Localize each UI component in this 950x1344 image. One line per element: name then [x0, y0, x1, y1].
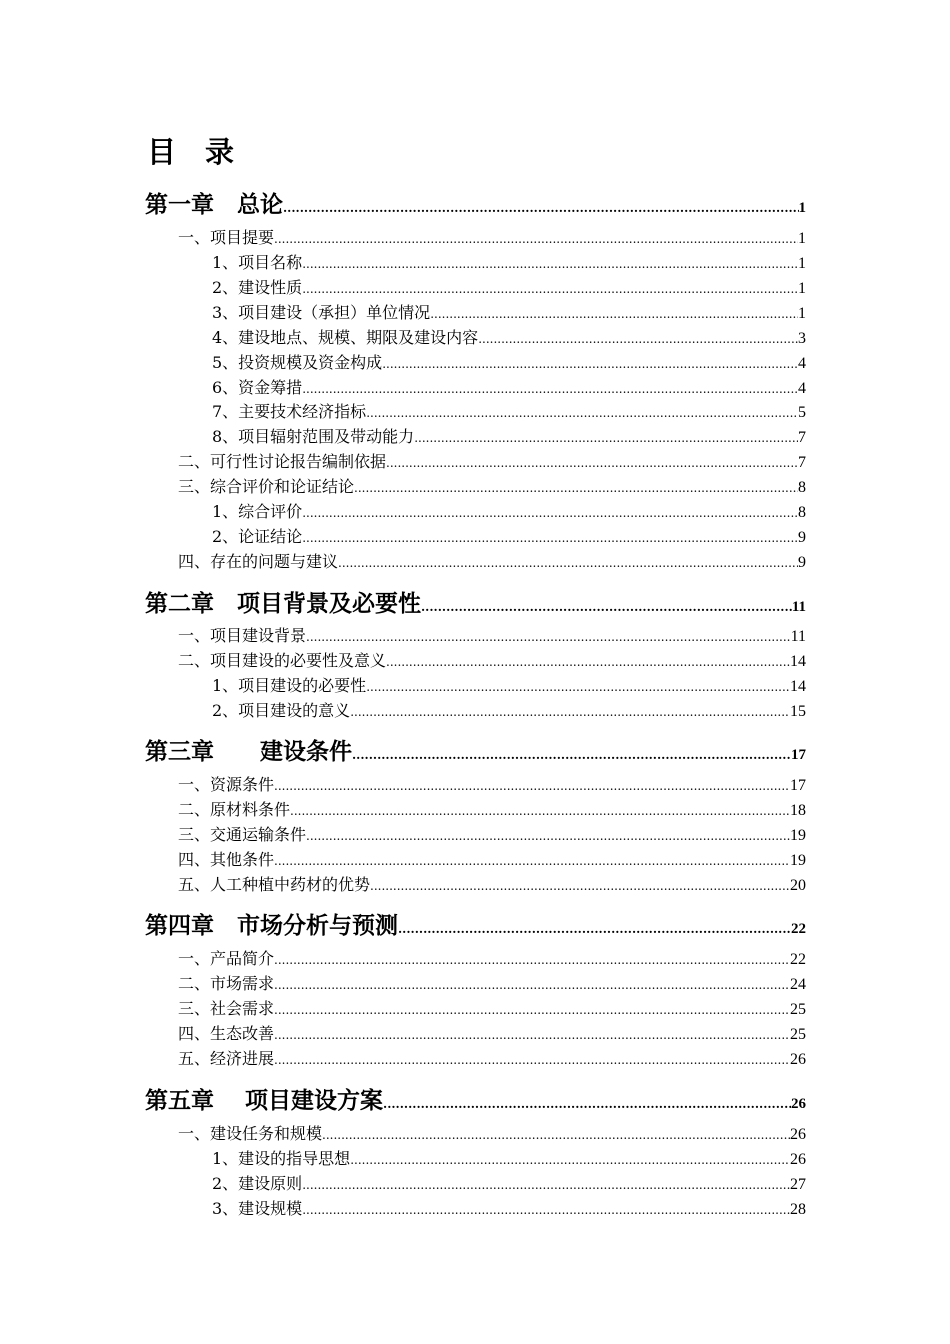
dot-leader	[283, 201, 799, 215]
entry-label: 三、交通运输条件	[178, 825, 307, 844]
dot-leader	[274, 779, 790, 793]
entry-label: 二、原材料条件	[178, 800, 291, 819]
entry-page-number: 18	[790, 802, 806, 819]
toc-entry-section[interactable]	[178, 797, 806, 820]
dot-leader	[383, 1097, 791, 1111]
entry-label: 6、资金筹措	[212, 378, 303, 397]
entry-label: 一、项目提要	[178, 228, 275, 247]
entry-page-number: 26	[790, 1126, 806, 1143]
entry-label: 第二章 项目背景及必要性	[145, 591, 421, 617]
dot-leader	[421, 600, 792, 614]
toc-entry-subsection[interactable]	[212, 524, 806, 547]
entry-label: 二、可行性讨论报告编制依据	[178, 452, 387, 471]
toc-entry-section[interactable]	[178, 1021, 806, 1044]
entry-label: 三、社会需求	[178, 999, 275, 1018]
dot-leader	[382, 357, 798, 371]
entry-label: 4、建设地点、规模、期限及建设内容	[212, 328, 479, 347]
toc-entry-subsection[interactable]	[212, 499, 806, 522]
entry-label: 1、项目名称	[212, 253, 303, 272]
dot-leader	[274, 854, 790, 868]
entry-page-number: 28	[790, 1201, 806, 1218]
toc-entry-section[interactable]	[178, 648, 806, 671]
toc-entry-section[interactable]	[178, 946, 806, 969]
entry-page-number: 19	[790, 827, 806, 844]
dot-leader	[274, 1003, 790, 1017]
entry-page-number: 22	[790, 951, 806, 968]
toc-entry-subsection[interactable]	[212, 673, 806, 696]
dot-leader	[430, 307, 798, 321]
entry-label: 1、综合评价	[212, 502, 303, 521]
dot-leader	[290, 804, 790, 818]
toc-entry-subsection[interactable]	[212, 1196, 806, 1219]
entry-page-number: 7	[798, 454, 806, 471]
entry-label: 一、建设任务和规模	[178, 1124, 323, 1143]
dot-leader	[306, 630, 791, 644]
entry-label: 一、产品简介	[178, 949, 275, 968]
entry-page-number: 26	[790, 1051, 806, 1068]
entry-label: 1、项目建设的必要性	[212, 676, 367, 695]
dot-leader	[322, 1128, 790, 1142]
entry-label: 2、论证结论	[212, 527, 303, 546]
entry-label: 1、建设的指导思想	[212, 1149, 351, 1168]
entry-page-number: 14	[790, 653, 806, 670]
entry-page-number: 11	[791, 599, 806, 615]
dot-leader	[386, 456, 798, 470]
toc-entry-section[interactable]	[178, 847, 806, 870]
dot-leader	[302, 506, 798, 520]
dot-leader	[350, 1153, 790, 1167]
toc-entry-subsection[interactable]	[212, 250, 806, 273]
entry-page-number: 11	[790, 628, 806, 645]
entry-page-number: 3	[798, 330, 806, 347]
dot-leader	[386, 655, 790, 669]
entry-label: 3、项目建设（承担）单位情况	[212, 303, 431, 322]
entry-page-number: 25	[790, 1001, 806, 1018]
toc-entry-section[interactable]	[178, 971, 806, 994]
dot-leader	[370, 879, 790, 893]
entry-label: 四、生态改善	[178, 1024, 275, 1043]
entry-page-number: 4	[798, 380, 806, 397]
toc-entry-section[interactable]	[178, 822, 806, 845]
dot-leader	[274, 1028, 790, 1042]
toc-entry-subsection[interactable]	[212, 325, 806, 348]
entry-label: 2、建设原则	[212, 1174, 303, 1193]
entry-page-number: 24	[790, 976, 806, 993]
toc-entry-chapter[interactable]	[145, 1082, 806, 1115]
toc-entry-section[interactable]	[178, 225, 806, 248]
dot-leader	[274, 232, 798, 246]
entry-label: 四、存在的问题与建议	[178, 552, 339, 571]
toc-entry-section[interactable]	[178, 1121, 806, 1144]
entry-label: 8、项目辐射范围及带动能力	[212, 427, 415, 446]
entry-label: 5、投资规模及资金构成	[212, 353, 383, 372]
toc-entry-chapter[interactable]	[145, 186, 806, 219]
entry-page-number: 8	[798, 504, 806, 521]
entry-page-number: 9	[798, 529, 806, 546]
toc-entry-subsection[interactable]	[212, 1171, 806, 1194]
entry-label: 第一章 总论	[145, 192, 283, 218]
entry-page-number: 4	[798, 355, 806, 372]
toc-entry-chapter[interactable]	[145, 907, 806, 940]
toc-entry-section[interactable]	[178, 772, 806, 795]
entry-page-number: 1	[798, 280, 806, 297]
dot-leader	[302, 382, 798, 396]
dot-leader	[302, 1178, 790, 1192]
entry-label: 五、经济进展	[178, 1049, 275, 1068]
entry-label: 一、项目建设背景	[178, 626, 307, 645]
toc-entry-subsection[interactable]	[212, 424, 806, 447]
dot-leader	[414, 431, 798, 445]
dot-leader	[274, 1053, 790, 1067]
entry-page-number: 26	[791, 1096, 806, 1112]
entry-label: 二、项目建设的必要性及意义	[178, 651, 387, 670]
entry-page-number: 1	[798, 255, 806, 272]
entry-page-number: 15	[790, 703, 806, 720]
entry-label: 2、建设性质	[212, 278, 303, 297]
entry-page-number: 7	[798, 429, 806, 446]
entry-page-number: 1	[798, 305, 806, 322]
dot-leader	[366, 406, 798, 420]
dot-leader	[274, 978, 790, 992]
toc-entry-subsection[interactable]	[212, 399, 806, 422]
dot-leader	[274, 953, 790, 967]
entry-label: 7、主要技术经济指标	[212, 402, 367, 421]
entry-page-number: 14	[790, 678, 806, 695]
toc-entry-subsection[interactable]	[212, 300, 806, 323]
toc-entry-section[interactable]	[178, 1046, 806, 1069]
entry-page-number: 19	[790, 852, 806, 869]
toc-entry-subsection[interactable]	[212, 698, 806, 721]
toc-entry-subsection[interactable]	[212, 375, 806, 398]
toc-entry-section[interactable]	[178, 549, 806, 572]
dot-leader	[478, 332, 798, 346]
entry-label: 三、综合评价和论证结论	[178, 477, 355, 496]
entry-page-number: 20	[790, 877, 806, 894]
toc-entry-section[interactable]	[178, 449, 806, 472]
entry-label: 一、资源条件	[178, 775, 275, 794]
toc-entry-subsection[interactable]	[212, 1146, 806, 1169]
entry-label: 第三章 建设条件	[145, 739, 352, 765]
dot-leader	[306, 829, 790, 843]
entry-page-number: 1	[798, 200, 806, 216]
toc-entry-section[interactable]	[178, 474, 806, 497]
entry-page-number: 25	[790, 1026, 806, 1043]
entry-page-number: 5	[798, 404, 806, 421]
toc-entry-chapter[interactable]	[145, 733, 806, 766]
dot-leader	[398, 922, 791, 936]
toc-entry-chapter[interactable]	[145, 585, 806, 618]
entry-page-number: 17	[791, 747, 806, 763]
entry-page-number: 8	[798, 479, 806, 496]
dot-leader	[366, 680, 790, 694]
entry-label: 五、人工种植中药材的优势	[178, 875, 371, 894]
entry-label: 3、建设规模	[212, 1199, 303, 1218]
entry-label: 四、其他条件	[178, 850, 275, 869]
dot-leader	[338, 556, 798, 570]
entry-label: 第五章 项目建设方案	[145, 1088, 384, 1114]
dot-leader	[354, 481, 798, 495]
toc-entry-subsection[interactable]	[212, 350, 806, 373]
entry-page-number: 9	[798, 554, 806, 571]
dot-leader	[302, 1203, 790, 1217]
entry-label: 二、市场需求	[178, 974, 275, 993]
entry-page-number: 1	[798, 230, 806, 247]
dot-leader	[302, 531, 798, 545]
entry-label: 第四章 市场分析与预测	[145, 913, 398, 939]
toc-entry-section[interactable]	[178, 872, 806, 895]
dot-leader	[302, 282, 798, 296]
entry-label: 2、项目建设的意义	[212, 701, 351, 720]
entry-page-number: 26	[790, 1151, 806, 1168]
dot-leader	[350, 705, 790, 719]
toc-entry-subsection[interactable]	[212, 275, 806, 298]
toc-entry-section[interactable]	[178, 996, 806, 1019]
entry-page-number: 27	[790, 1176, 806, 1193]
toc-title: 目 录	[147, 135, 235, 169]
dot-leader	[352, 748, 791, 762]
entry-page-number: 17	[790, 777, 806, 794]
entry-page-number: 22	[791, 921, 806, 937]
dot-leader	[302, 257, 798, 271]
toc-entry-section[interactable]	[178, 623, 806, 646]
